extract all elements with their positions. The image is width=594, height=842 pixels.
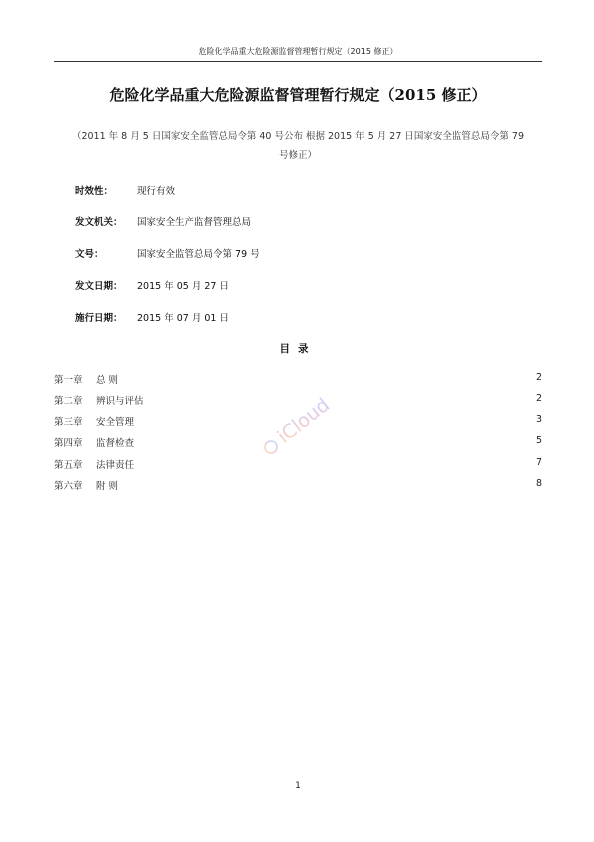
meta-row-issue-date: [75, 278, 229, 292]
meta-value: 2015 年 05 月 27 日: [137, 281, 229, 292]
subtitle-line-2: 号修正）: [278, 150, 317, 161]
toc-title: 安全管理: [96, 417, 135, 428]
toc-chapter: 第六章: [54, 481, 83, 492]
meta-value: 现行有效: [137, 186, 176, 197]
meta-row-effective-date: [75, 310, 229, 324]
meta-row-doc-number: [75, 246, 260, 260]
document-title: 危险化学品重大危险源监督管理暂行规定（2015 修正）: [109, 86, 487, 104]
toc-title: 附 则: [96, 481, 119, 492]
meta-key: 发文机关：: [75, 217, 123, 228]
meta-row-validity: [75, 183, 175, 197]
header-divider: [54, 61, 542, 62]
meta-key: 施行日期：: [75, 313, 123, 324]
running-header: 危险化学品重大危险源监督管理暂行规定（2015 修正）: [198, 47, 398, 56]
meta-key: 时效性：: [75, 186, 114, 197]
toc-page: 8: [535, 478, 542, 489]
meta-key: 文号：: [75, 249, 104, 260]
toc-page: 5: [535, 435, 542, 446]
toc-chapter: 第一章: [54, 375, 83, 386]
subtitle-line-1: （2011 年 8 月 5 日国家安全监管总局令第 40 号公布 根据 2015 年 5 月 27 日国家安全监管总局令第 79: [71, 131, 525, 142]
meta-value: 2015 年 07 月 01 日: [137, 313, 229, 324]
toc-page: 2: [535, 393, 542, 404]
toc-chapter: 第三章: [54, 417, 83, 428]
toc-title: 监督检查: [96, 438, 135, 449]
meta-value: 国家安全生产监督管理总局: [137, 217, 252, 228]
toc-chapter: 第二章: [54, 396, 83, 407]
meta-key: 发文日期：: [75, 281, 123, 292]
meta-value: 国家安全监管总局令第 79 号: [137, 249, 260, 260]
meta-row-issuer: [75, 214, 251, 228]
watermark-text: iCloud: [273, 393, 335, 448]
document-subtitle: [60, 127, 536, 165]
toc-title: 辨识与评估: [96, 396, 144, 407]
page-number: 1: [295, 781, 301, 791]
toc-page: 3: [535, 414, 542, 425]
toc-chapter: 第四章: [54, 438, 83, 449]
toc-title: 总 则: [96, 375, 119, 386]
cloud-logo-watermark-icon: [258, 380, 358, 460]
toc-title: 法律责任: [96, 460, 135, 471]
toc-heading: 目录: [279, 343, 317, 355]
toc-page: 7: [535, 457, 542, 468]
toc-entry-chapter-6[interactable]: [54, 478, 542, 492]
toc-chapter: 第五章: [54, 460, 83, 471]
toc-page: 2: [535, 372, 542, 383]
